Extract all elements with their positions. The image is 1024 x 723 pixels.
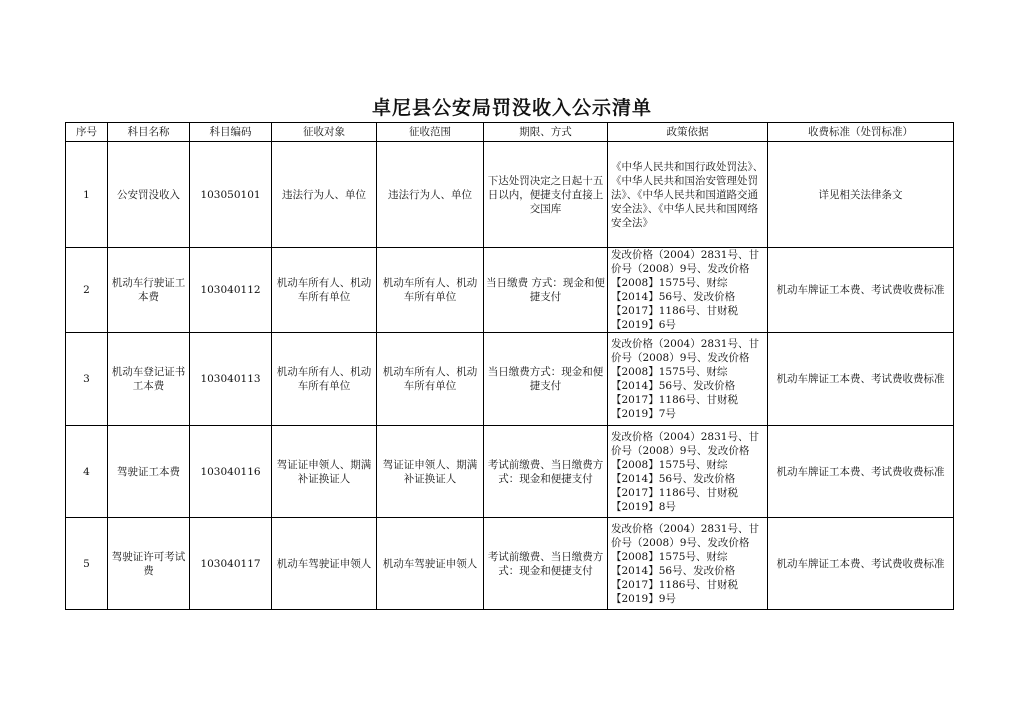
cell-no: 2 [66,248,108,333]
cell-name: 机动车登记证书工本费 [108,333,190,426]
cell-name: 驾驶证许可考试费 [108,518,190,610]
page-title: 卓尼县公安局罚没收入公示清单 [371,97,652,119]
cell-code: 103040113 [190,333,272,426]
cell-policy: 发改价格（2004）2831号、甘价号（2008）9号、发改价格【2008】1575号、财综【2014】56号、发改价格【2017】1186号、甘财税【2019】9号 [608,518,768,610]
header-standard: 收费标准（处罚标准） [768,123,954,142]
cell-code: 103040116 [190,426,272,518]
cell-object: 驾证证申领人、期满补证换证人 [272,426,377,518]
cell-scope: 驾证证申领人、期满补证换证人 [377,426,484,518]
header-name: 科目名称 [108,123,190,142]
cell-code: 103050101 [190,142,272,248]
revenue-table [65,122,954,610]
cell-scope: 违法行为人、单位 [377,142,484,248]
table-row [66,142,954,248]
cell-standard: 详见相关法律条文 [768,142,954,248]
cell-standard: 机动车牌证工本费、考试费收费标准 [768,248,954,333]
table-header-row [66,123,954,142]
header-code: 科目编码 [190,123,272,142]
cell-no: 1 [66,142,108,248]
cell-policy: 发改价格（2004）2831号、甘价号（2008）9号、发改价格【2008】1575号、财综【2014】56号、发改价格【2017】1186号、甘财税【2019】7号 [608,333,768,426]
table-row [66,333,954,426]
cell-standard: 机动车牌证工本费、考试费收费标准 [768,333,954,426]
cell-standard: 机动车牌证工本费、考试费收费标准 [768,518,954,610]
cell-object: 机动车驾驶证申领人 [272,518,377,610]
cell-term: 考试前缴费、当日缴费方式：现金和便捷支付 [484,426,608,518]
header-policy: 政策依据 [608,123,768,142]
cell-scope: 机动车所有人、机动车所有单位 [377,248,484,333]
table-row [66,518,954,610]
table-row [66,248,954,333]
cell-term: 当日缴费 方式：现金和便捷支付 [484,248,608,333]
header-no: 序号 [66,123,108,142]
cell-term: 考试前缴费、当日缴费方式：现金和便捷支付 [484,518,608,610]
cell-scope: 机动车驾驶证申领人 [377,518,484,610]
cell-name: 驾驶证工本费 [108,426,190,518]
cell-object: 机动车所有人、机动车所有单位 [272,248,377,333]
header-term: 期限、方式 [484,123,608,142]
cell-name: 公安罚没收入 [108,142,190,248]
cell-policy: 《中华人民共和国行政处罚法》、《中华人民共和国治安管理处罚法》、《中华人民共和国道路交通安全法》、《中华人民共和国网络安全法》 [608,142,768,248]
table-row [66,426,954,518]
cell-no: 4 [66,426,108,518]
cell-policy: 发改价格（2004）2831号、甘价号（2008）9号、发改价格【2008】1575号、财综【2014】56号、发改价格【2017】1186号、甘财税【2019】6号 [608,248,768,333]
cell-object: 机动车所有人、机动车所有单位 [272,333,377,426]
cell-object: 违法行为人、单位 [272,142,377,248]
cell-name: 机动车行驶证工本费 [108,248,190,333]
cell-no: 5 [66,518,108,610]
cell-scope: 机动车所有人、机动车所有单位 [377,333,484,426]
cell-no: 3 [66,333,108,426]
cell-policy: 发改价格（2004）2831号、甘价号（2008）9号、发改价格【2008】1575号、财综【2014】56号、发改价格【2017】1186号、甘财税【2019】8号 [608,426,768,518]
header-object: 征收对象 [272,123,377,142]
cell-code: 103040117 [190,518,272,610]
cell-code: 103040112 [190,248,272,333]
cell-term: 当日缴费方式：现金和便捷支付 [484,333,608,426]
cell-standard: 机动车牌证工本费、考试费收费标准 [768,426,954,518]
cell-term: 下达处罚决定之日起十五日以内，便捷支付直接上交国库 [484,142,608,248]
header-scope: 征收范围 [377,123,484,142]
